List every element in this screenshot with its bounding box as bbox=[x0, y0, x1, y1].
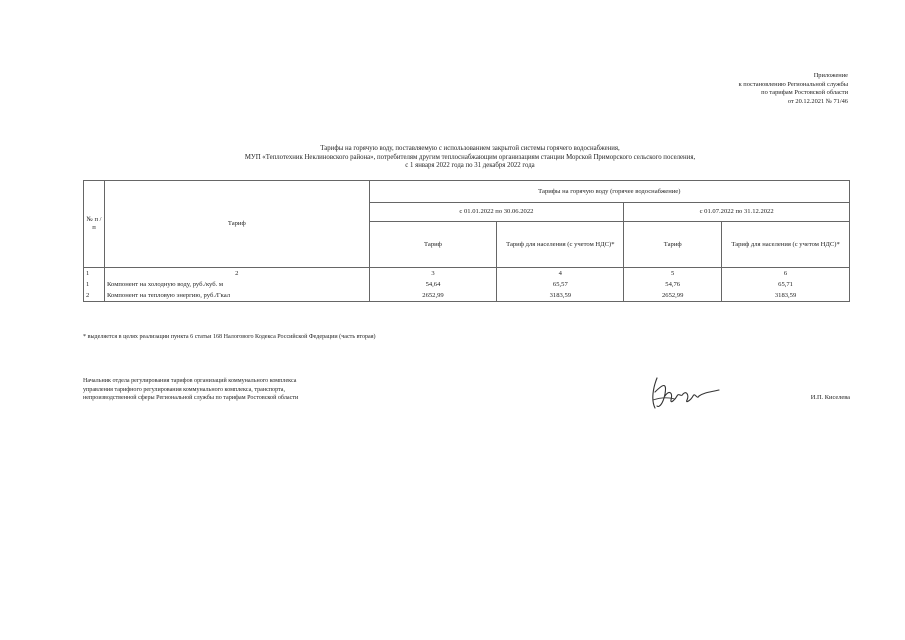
footnote: * выделяется в целях реализации пункта 6 статьи 168 Налогового Кодекса Российской Федерации (часть вторая) bbox=[83, 334, 376, 340]
header-col-population: Тариф для населения (с учетом НДС)* bbox=[497, 222, 624, 268]
row-value: 54,76 bbox=[624, 279, 722, 290]
header-num: № п /п bbox=[84, 181, 105, 268]
col-number: 4 bbox=[497, 268, 624, 280]
row-value: 65,57 bbox=[497, 279, 624, 290]
row-value: 2652,99 bbox=[369, 290, 497, 302]
header-period-2: с 01.07.2022 по 31.12.2022 bbox=[624, 203, 850, 222]
header-tariff: Тариф bbox=[104, 181, 369, 268]
signature-icon bbox=[645, 370, 725, 415]
appendix-line: от 20.12.2021 № 71/46 bbox=[787, 97, 848, 105]
title-line: с 1 января 2022 года по 31 декабря 2022 года bbox=[405, 162, 535, 170]
header-period-1: с 01.01.2022 по 30.06.2022 bbox=[369, 203, 624, 222]
title-line: МУП «Теплотехник Неклиновского района», потребителям другим теплоснабжающим организациям станции Морской Приморского сельского поселения, bbox=[244, 153, 696, 161]
row-value: 65,71 bbox=[722, 279, 850, 290]
table-row bbox=[84, 290, 850, 302]
official-line: Начальник отдела регулирования тарифов организаций коммунального комплекса bbox=[83, 378, 297, 384]
row-value: 3183,59 bbox=[497, 290, 624, 302]
row-name: Компонент на холодную воду, руб./куб. м bbox=[104, 279, 369, 290]
row-num: 2 bbox=[84, 290, 105, 302]
appendix-line: по тарифам Ростовской области bbox=[761, 89, 848, 97]
row-value: 54,64 bbox=[369, 279, 497, 290]
header-col-population: Тариф для населения (с учетом НДС)* bbox=[722, 222, 850, 268]
row-num: 1 bbox=[84, 279, 105, 290]
title-line: Тарифы на горячую воду, поставляемую с использованием закрытой системы горячего водоснабжения, bbox=[320, 145, 620, 152]
col-number: 6 bbox=[722, 268, 850, 280]
col-number: 2 bbox=[104, 268, 369, 280]
appendix-note bbox=[648, 72, 848, 106]
row-name: Компонент на тепловую энергию, руб./Гкал bbox=[104, 290, 369, 302]
col-number: 3 bbox=[369, 268, 497, 280]
signer-name: И.П. Киселева bbox=[810, 394, 850, 401]
header-col-tariff: Тариф bbox=[369, 222, 497, 268]
column-numbers-row bbox=[84, 268, 850, 280]
document-title bbox=[90, 145, 850, 171]
table-row bbox=[84, 279, 850, 290]
tariff-table bbox=[83, 180, 850, 302]
header-col-tariff: Тариф bbox=[624, 222, 722, 268]
col-number: 1 bbox=[84, 268, 105, 280]
row-value: 3183,59 bbox=[722, 290, 850, 302]
row-value: 2652,99 bbox=[624, 290, 722, 302]
official-position bbox=[83, 377, 298, 403]
appendix-line: Приложение bbox=[813, 72, 848, 79]
col-number: 5 bbox=[624, 268, 722, 280]
header-group: Тарифы на горячую воду (горячее водоснабжение) bbox=[369, 181, 849, 203]
official-line: управления тарифного регулирования коммунального комплекса, транспорта, bbox=[83, 386, 286, 393]
official-line: непроизводственной сферы Региональной службы по тарифам Ростовской области bbox=[83, 395, 299, 401]
appendix-line: к постановлению Региональной службы bbox=[738, 80, 848, 88]
